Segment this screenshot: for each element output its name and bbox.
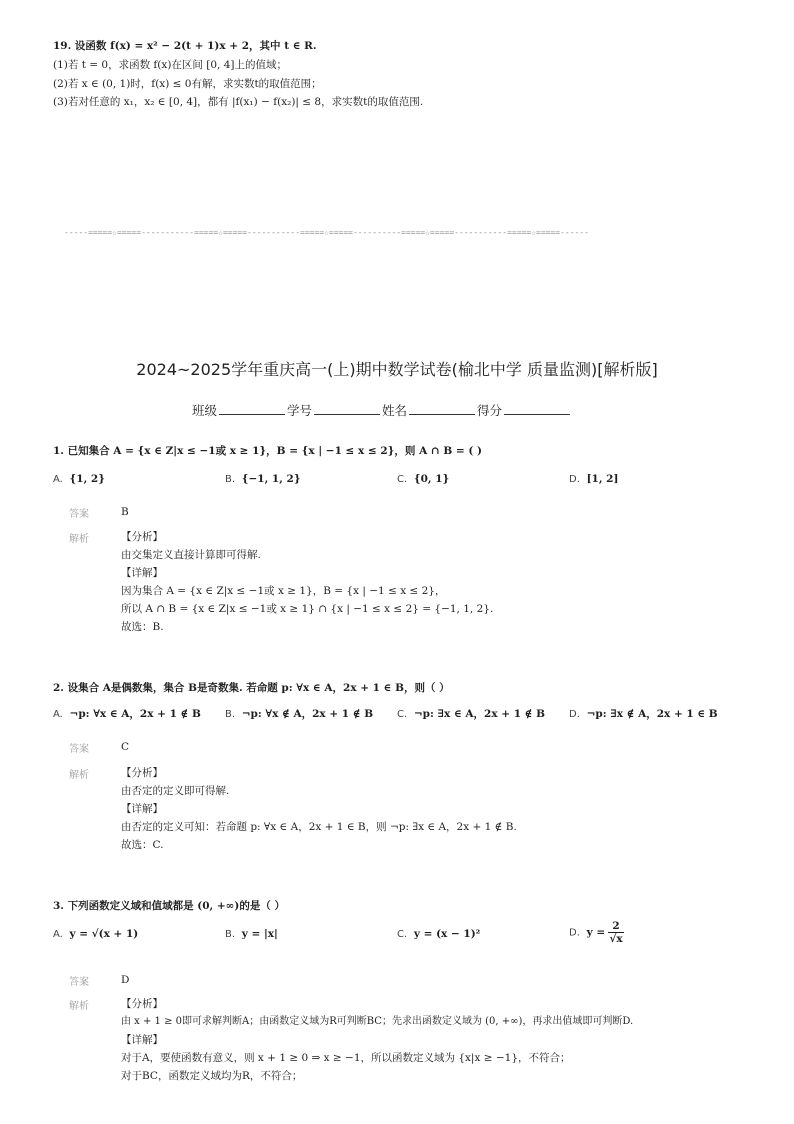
number-label: 学号 [287,403,313,418]
q2-option-c: C. ¬p: ∃x ∈ A，2x + 1 ∉ B [397,708,545,720]
q2-option-d: D. ¬p: ∃x ∉ A，2x + 1 ∈ B [569,708,718,720]
q1-option-d: D. [1, 2] [569,473,619,485]
q19-line3: (2)若 x ∈ (0, 1)时，f(x) ≤ 0有解，求实数t的取值范围； [53,78,322,90]
score-label: 得分 [477,403,503,418]
q1-analysis-6: 故选：B. [121,621,164,633]
q2-analysis-2: 由否定的定义即可得解. [121,785,230,797]
q2-answer: C [121,741,130,753]
q2-analysis-3: 【详解】 [121,803,163,815]
q1-analysis-1: 【分析】 [121,531,163,543]
q2-analysis-1: 【分析】 [121,767,163,779]
q3-option-d: D. y = $\frac{2}{√x}$ [569,920,623,945]
q3-answer-label: 答案 [69,977,89,988]
q1-analysis-5: 所以 A ∩ B = {x ∈ Z|x ≤ −1或 x ≥ 1} ∩ {x | −1 ≤ x ≤ 2} = {−1, 1, 2}. [121,603,494,615]
q3-analysis-2: 由 x + 1 ≥ 0即可求解判断A；由函数定义域为R可判断BC；先求出函数定义域为 (0, +∞)，再求出值域即可判断D. [121,1016,634,1027]
q1-analysis-label: 解析 [69,534,89,545]
q3-analysis-3: 【详解】 [121,1034,163,1046]
q2-answer-label: 答案 [69,744,89,755]
q3-analysis-1: 【分析】 [121,998,163,1010]
page-title: 2024~2025学年重庆高一(上)期中数学试卷(榆北中学 质量监测)[解析版] [136,360,658,379]
student-info-line [192,401,572,419]
q1-stem: 1. 已知集合 A = {x ∈ Z|x ≤ −1或 x ≥ 1}，B = {x | −1 ≤ x ≤ 2}，则 A ∩ B = ( ) [53,445,482,457]
class-blank[interactable] [219,402,285,415]
name-label: 姓名 [382,403,408,418]
q3-answer: D [121,974,130,986]
q3-analysis-5: 对于BC，函数定义域均为R，不符合； [121,1070,303,1082]
q1-option-c: C. {0, 1} [397,473,450,485]
q2-analysis-label: 解析 [69,770,89,781]
q3-analysis-label: 解析 [69,1001,89,1012]
name-blank[interactable] [409,402,475,415]
q3-analysis-4: 对于A，要使函数有意义，则 x + 1 ≥ 0 ⇒ x ≥ −1，所以函数定义域为 {x|x ≥ −1}，不符合； [121,1052,571,1064]
q1-analysis-4: 因为集合 A = {x ∈ Z|x ≤ −1或 x ≥ 1}，B = {x | −1 ≤ x ≤ 2}， [121,585,446,597]
q2-stem: 2. 设集合 A是偶数集，集合 B是奇数集. 若命题 p: ∀x ∈ A，2x + 1 ∈ B，则（ ） [53,682,450,694]
q1-analysis-2: 由交集定义直接计算即可得解. [121,549,261,561]
q19-line2: (1)若 t = 0，求函数 f(x)在区间 [0, 4]上的值域； [53,59,287,71]
number-blank[interactable] [314,402,380,415]
q1-answer: B [121,506,129,518]
q2-analysis-4: 由否定的定义可知：若命题 p: ∀x ∈ A，2x + 1 ∈ B，则 ¬p: ∃x ∈ A，2x + 1 ∉ B. [121,821,517,833]
class-label: 班级 [192,403,218,418]
q19-line1: 19. 设函数 f(x) = x² − 2(t + 1)x + 2，其中 t ∈ R. [53,40,317,52]
q2-option-b: B. ¬p: ∀x ∉ A，2x + 1 ∉ B [225,708,374,720]
q2-option-a: A. ¬p: ∀x ∈ A，2x + 1 ∉ B [53,708,201,720]
fraction: $\frac{2}{√x}$ [609,920,623,945]
q1-option-b: B. {−1, 1, 2} [225,473,301,485]
q2-analysis-5: 故选：C. [121,839,164,851]
q1-answer-label: 答案 [69,509,89,520]
score-blank[interactable] [504,402,570,415]
q1-option-a: A. {1, 2} [53,473,105,485]
section-divider: -----=====☆=====-----------=====☆=====-----------=====☆=====----------=====☆=====-----------=====☆=====------ [64,228,589,237]
q3-stem: 3. 下列函数定义域和值域都是 (0, +∞)的是（ ） [53,900,286,912]
q3-option-c: C. y = (x − 1)² [397,928,481,940]
q3-option-b: B. y = |x| [225,928,278,940]
q3-option-a: A. y = √(x + 1) [53,928,139,940]
q1-analysis-3: 【详解】 [121,567,163,579]
q19-line4: (3)若对任意的 x₁，x₂ ∈ [0, 4]，都有 |f(x₁) − f(x₂)| ≤ 8，求实数t的取值范围. [53,96,424,108]
